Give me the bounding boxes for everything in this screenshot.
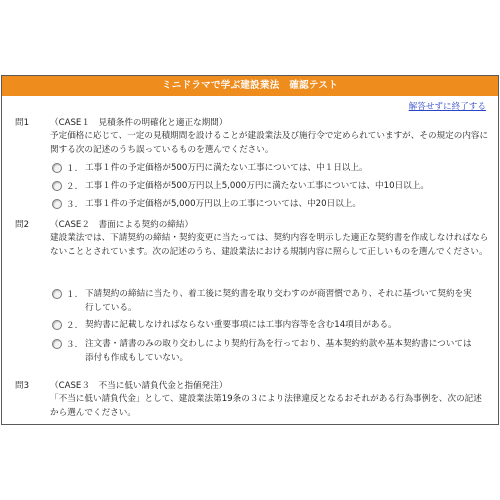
radio-button[interactable]	[52, 320, 62, 330]
option-text: 注文書・請書のみの取り交わしにより契約行為を行っており、基本契約約款や基本契約書については添付も作成もしていない。	[85, 339, 472, 363]
option-number: １.	[66, 290, 78, 300]
question-case: （CASE２ 書面による契約の締結）	[50, 220, 194, 230]
radio-button[interactable]	[52, 163, 62, 173]
question-case: （CASE１ 見積条件の明確化と適正な期間）	[50, 118, 228, 128]
question-number: 問3	[15, 381, 30, 391]
exit-without-answering-link[interactable]: 解答せずに終了する	[408, 102, 486, 112]
radio-button[interactable]	[52, 339, 62, 349]
option-text: 工事１件の予定価格が5,000万円以上の工事については、中20日以上。	[85, 199, 361, 209]
question-case: （CASE３ 不当に低い請負代金と指値発注）	[50, 381, 228, 391]
option-text: 工事１件の予定価格が500万円に満たない工事については、中１日以上。	[85, 163, 368, 173]
option-text: 契約書に記載しなければならない重要事項には工事内容等を含む14項目がある。	[85, 320, 397, 330]
question-text: 予定価格に応じて、一定の見積期間を設けることが建設業法及び施行令で定められていますが、その規定の内容に関する次の記述のうち誤っているものを選んでください。	[50, 131, 489, 155]
radio-button[interactable]	[52, 181, 62, 191]
question-text: 建設業法では、下請契約の締結・契約変更に当たっては、契約内容を明示した適正な契約書を作成しなければならないこととされています。次の記述のうち、建設業法における規制内容に照らして正しいものを選んでください。	[50, 233, 489, 257]
option-number: １.	[66, 164, 78, 174]
option-number: ３.	[66, 200, 78, 210]
option-number: ３.	[66, 340, 78, 350]
question-number: 問2	[15, 220, 30, 230]
radio-button[interactable]	[52, 199, 62, 209]
question-number: 問1	[15, 118, 30, 128]
radio-button[interactable]	[52, 289, 62, 299]
quiz-panel	[1, 75, 499, 425]
option-text: 下請契約の締結に当たり、着工後に契約書を取り交わすのが商習慣であり、それに基づいて契約を実行している。	[85, 289, 472, 313]
question-text: 「不当に低い請負代金」として、建設業法第19条の３により法律違反となるおそれがある行為事例を、次の記述から選んでください。	[50, 394, 482, 418]
page-title: ミニドラマで学ぶ建設業法 確認テスト	[2, 76, 498, 96]
option-number: ２.	[66, 321, 78, 331]
option-number: ２.	[66, 182, 78, 192]
option-text: 工事１件の予定価格が500万円以上5,000万円に満たない工事については、中10日以上。	[85, 181, 429, 191]
